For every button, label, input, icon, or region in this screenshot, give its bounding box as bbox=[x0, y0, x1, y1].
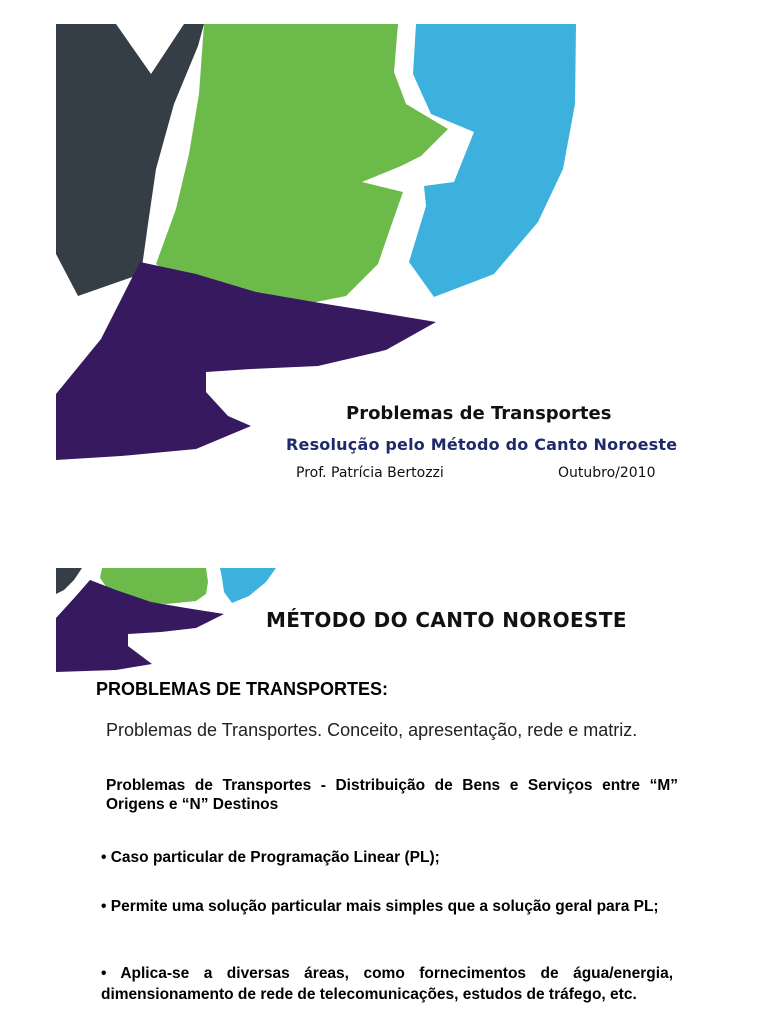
green-face-shape bbox=[156, 24, 448, 306]
bullet-item: • Caso particular de Programação Linear (PL); bbox=[101, 849, 440, 866]
blue-face-shape-small bbox=[220, 568, 276, 603]
author-name: Prof. Patrícia Bertozzi bbox=[296, 465, 444, 481]
title-slide bbox=[56, 24, 712, 516]
distribution-text: Problemas de Transportes - Distribuição de Bens e Serviços entre “M” Origens e “N” Destinos bbox=[106, 777, 678, 813]
abstract-faces-logo-small bbox=[56, 568, 286, 672]
presentation-date: Outubro/2010 bbox=[558, 465, 656, 481]
slide-heading: MÉTODO DO CANTO NOROESTE bbox=[266, 608, 627, 632]
bullet-item: • Aplica-se a diversas áreas, como fornecimentos de água/energia, dimensionamento de rede de telecomunicações, estudos de tráfego, etc. bbox=[101, 965, 673, 1003]
section-title: PROBLEMAS DE TRANSPORTES: bbox=[96, 679, 389, 699]
presentation-title: Problemas de Transportes bbox=[346, 403, 612, 424]
purple-face-shape bbox=[56, 262, 436, 460]
presentation-subtitle: Resolução pelo Método do Canto Noroeste bbox=[286, 435, 678, 454]
blue-face-shape bbox=[409, 24, 576, 297]
bullet-item: • Permite uma solução particular mais simples que a solução geral para PL; bbox=[101, 898, 659, 915]
content-slide bbox=[56, 568, 712, 1024]
intro-text: Problemas de Transportes. Conceito, apresentação, rede e matriz. bbox=[106, 720, 638, 740]
dark-face-shape-small bbox=[56, 568, 82, 594]
